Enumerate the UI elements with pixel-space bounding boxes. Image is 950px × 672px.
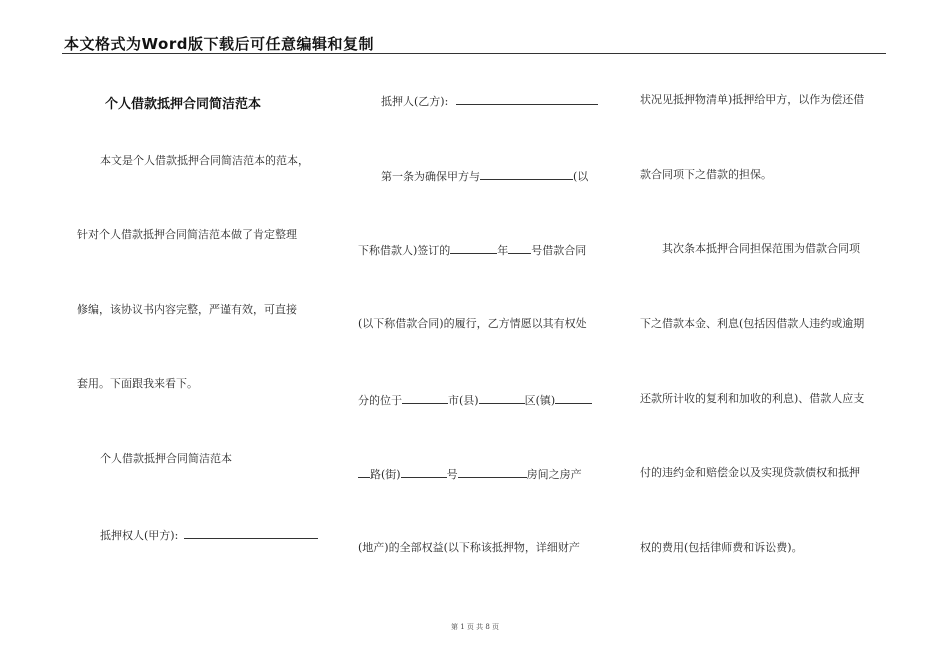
col2-line-3	[358, 242, 586, 258]
col3-line-4: 下之借款本金、利息(包括因借款人违约或逾期	[640, 317, 865, 330]
col2-blank-number	[508, 242, 531, 254]
col2-line-2-text: 第一条为确保甲方与	[381, 170, 480, 183]
mortgagor-blank	[456, 93, 598, 105]
mortgagee-label: 抵押权人(甲方):	[100, 529, 179, 542]
col2-line-5-city: 市(县)	[448, 394, 479, 407]
col2-line-6-suffix: 房间之房产	[526, 468, 582, 481]
col3-line-1: 状况见抵押物清单)抵押给甲方，以作为偿还借	[640, 93, 865, 106]
mortgagee-blank	[184, 527, 318, 539]
col2-blank-room	[458, 466, 527, 478]
col1-line-1: 本文是个人借款抵押合同简洁范本的范本，	[100, 154, 309, 167]
col2-line-1	[381, 93, 598, 109]
col2-line-3-year: 年	[497, 244, 509, 257]
document-title: 个人借款抵押合同简洁范本	[105, 97, 262, 112]
col2-blank-year	[450, 242, 497, 254]
col2-blank-district-tail	[555, 392, 592, 404]
col2-line-5	[358, 392, 592, 408]
col3-line-5: 还款所计收的复利和加收的利息)、借款人应支	[640, 392, 865, 405]
col2-line-2-suffix: (以	[573, 170, 589, 183]
col2-line-5-text: 分的位于	[358, 394, 402, 407]
header-divider	[62, 53, 886, 54]
col2-line-3-text: 下称借款人)签订的	[358, 244, 451, 257]
mortgagor-label: 抵押人(乙方):	[381, 95, 449, 108]
col2-blank-1	[480, 168, 573, 180]
col3-line-3: 其次条本抵押合同担保范围为借款合同项	[662, 242, 860, 255]
col2-line-6-number: 号	[446, 468, 458, 481]
col2-line-6	[358, 466, 582, 482]
col1-line-6	[100, 527, 318, 543]
col2-blank-road	[358, 466, 370, 478]
col2-blank-house	[401, 466, 447, 478]
col1-line-5: 个人借款抵押合同简洁范本	[100, 452, 232, 465]
col1-line-3: 修编，该协议书内容完整，严谨有效，可直接	[77, 303, 297, 316]
col3-line-7: 权的费用(包括律师费和诉讼费)。	[640, 541, 803, 554]
col2-blank-district	[479, 392, 525, 404]
page-number: 第 1 页 共 8 页	[450, 623, 500, 631]
col2-line-6-road: 路(街)	[370, 468, 401, 481]
col2-line-5-district: 区(镇)	[524, 394, 556, 407]
document-header: 本文格式为Word版下载后可任意编辑和复制	[64, 35, 374, 53]
col2-line-3-suffix: 号借款合同	[531, 244, 587, 257]
col2-line-2	[381, 168, 588, 184]
col2-line-4: (以下称借款合同)的履行，乙方情愿以其有权处	[358, 317, 587, 330]
col2-blank-city	[402, 392, 448, 404]
col1-line-4: 套用。下面跟我来看下。	[77, 377, 198, 390]
col2-line-7: (地产)的全部权益(以下称该抵押物，详细财产	[358, 541, 580, 554]
col1-line-2: 针对个人借款抵押合同简洁范本做了肯定整理	[77, 228, 297, 241]
col3-line-2: 款合同项下之借款的担保。	[640, 168, 772, 181]
col3-line-6: 付的违约金和赔偿金以及实现贷款债权和抵押	[640, 466, 860, 479]
